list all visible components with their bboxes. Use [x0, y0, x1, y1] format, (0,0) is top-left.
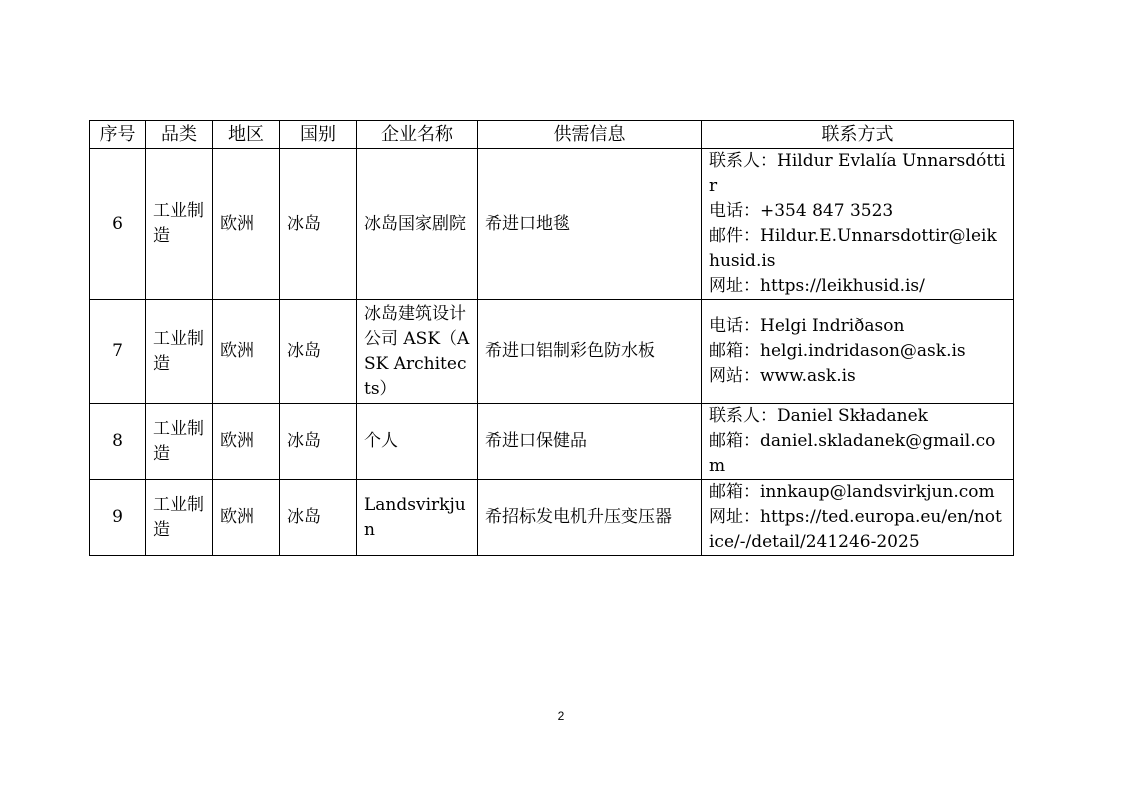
- table-row: [90, 149, 1014, 300]
- contact-line: 邮箱：innkaup@landsvirkjun.com: [709, 482, 995, 502]
- cell-country: 冰岛: [280, 149, 357, 300]
- cell-contact: [702, 300, 1014, 404]
- table-row: [90, 404, 1014, 480]
- contact-line: 网站：www.ask.is: [709, 366, 856, 386]
- cell-category: 工业制造: [146, 404, 213, 480]
- cell-region: 欧洲: [213, 149, 280, 300]
- cell-region: 欧洲: [213, 480, 280, 556]
- cell-company: 个人: [357, 404, 478, 480]
- cell-region: 欧洲: [213, 300, 280, 404]
- header-contact: 联系方式: [702, 121, 1014, 149]
- cell-info: 希进口地毯: [478, 149, 702, 300]
- header-company: 企业名称: [357, 121, 478, 149]
- table-header-row: [90, 121, 1014, 149]
- contact-line: 电话：+354 847 3523: [709, 201, 894, 221]
- header-region: 地区: [213, 121, 280, 149]
- cell-index: 9: [90, 480, 146, 556]
- cell-contact: [702, 404, 1014, 480]
- header-country: 国别: [280, 121, 357, 149]
- cell-info: 希招标发电机升压变压器: [478, 480, 702, 556]
- cell-company: Landsvirkjun: [357, 480, 478, 556]
- contact-line: 邮件：Hildur.E.Unnarsdottir@leikhusid.is: [709, 226, 997, 271]
- contact-line: 联系人：Daniel Składanek: [709, 406, 928, 426]
- cell-country: 冰岛: [280, 480, 357, 556]
- header-info: 供需信息: [478, 121, 702, 149]
- table-row: [90, 300, 1014, 404]
- cell-category: 工业制造: [146, 300, 213, 404]
- cell-country: 冰岛: [280, 300, 357, 404]
- contact-line: 电话：Helgi Indriðason: [709, 316, 905, 336]
- cell-contact: [702, 149, 1014, 300]
- contact-line: 邮箱：helgi.indridason@ask.is: [709, 341, 966, 361]
- cell-category: 工业制造: [146, 149, 213, 300]
- cell-index: 6: [90, 149, 146, 300]
- cell-category: 工业制造: [146, 480, 213, 556]
- cell-region: 欧洲: [213, 404, 280, 480]
- cell-index: 8: [90, 404, 146, 480]
- cell-index: 7: [90, 300, 146, 404]
- cell-info: 希进口保健品: [478, 404, 702, 480]
- contact-line: 网址：https://ted.europa.eu/en/notice/-/detail/241246-2025: [709, 507, 1002, 552]
- header-category: 品类: [146, 121, 213, 149]
- table-row: [90, 480, 1014, 556]
- cell-company: 冰岛建筑设计公司 ASK（ASK Architects）: [357, 300, 478, 404]
- supply-demand-table: [89, 120, 1014, 556]
- cell-info: 希进口铝制彩色防水板: [478, 300, 702, 404]
- cell-contact: [702, 480, 1014, 556]
- page-number: 2: [557, 709, 565, 723]
- contact-line: 网址：https://leikhusid.is/: [709, 276, 925, 296]
- cell-company: 冰岛国家剧院: [357, 149, 478, 300]
- contact-line: 联系人：Hildur Evlalía Unnarsdóttir: [709, 151, 1006, 196]
- header-index: 序号: [90, 121, 146, 149]
- cell-country: 冰岛: [280, 404, 357, 480]
- contact-line: 邮箱：daniel.skladanek@gmail.com: [709, 431, 996, 476]
